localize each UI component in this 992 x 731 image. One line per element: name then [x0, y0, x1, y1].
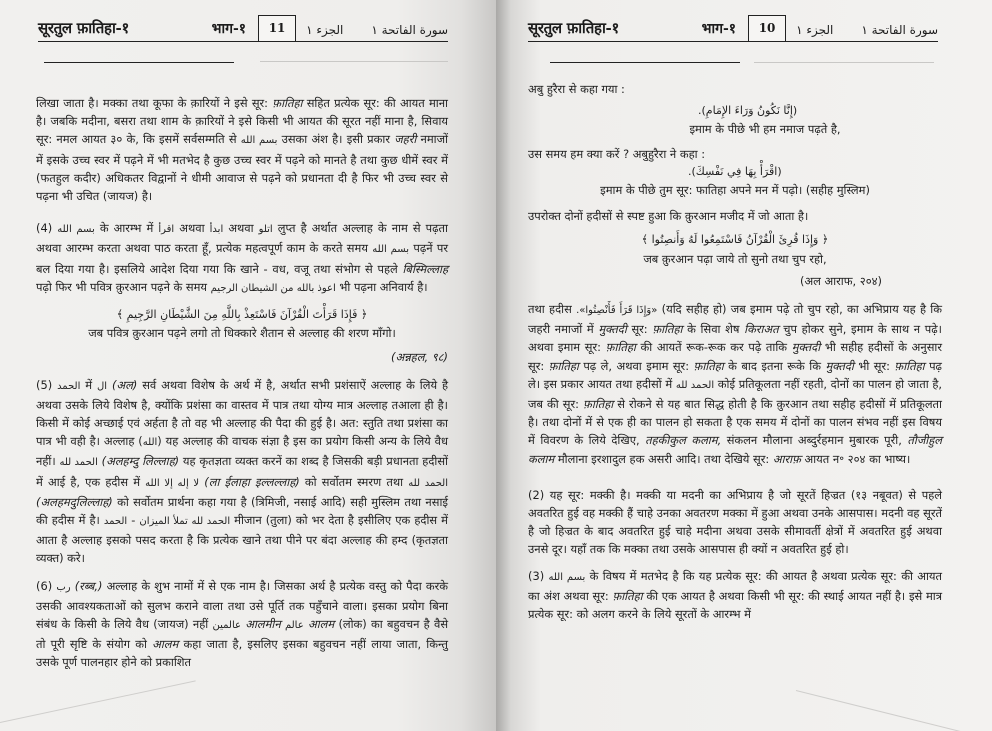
paragraph-4: (4) بسم الله के आरम्भ में اقرأ अथवा ابدأ अथवा اتلو लुप्त है अर्थात अल्लाह के नाम से पढ़ता अथवा आरम्भ करता अथवा पाठ करता हूँ, प्रत्येक महत्वपूर्ण काम के करते समय بسم الله पढ़नें पर बल दिया गया है। इसलिये आदेश दिया गया कि खाने - वध, वजू तथा संभोग से पहले बिस्मिल्लाह पढ़ो फिर भी पवित्र क़ुरआन पढ़ने के समय اعوذ بالله من الشيطان الرجيم भी पढ़ना अनिवार्य है।: [36, 221, 449, 294]
paragraph-continuation: लिखा जाता है। मक्का तथा कूफा के क़ारियों ने इसे सूर: फ़ातिहा सहित प्रत्येक सूर: की आयत माना है। जबकि मदीना, बसरा तथा शाम के क़ारियों ने इसे किसी भी आयत की सूरत नहीं माना है, सिवाय सूर: नमल आयत ३० के, कि इसमें सर्वसम्मति से بسم الله उसका अंश है। इसी प्रकार जहरी नमाजों में इसके उच्च स्वर में पढ़ने में भी मतभेद है कुछ उच्च स्वर में पढ़ने को मानते है तथा कुछ धीमें स्वर में (फतहुल कदीर) अधिकतर विद्वानों ने धीमी आवाज से पढ़ने को प्रधानता दी है फिर भी उच्च स्वर से पढ़ना भी उचित (जायज) है।: [36, 96, 448, 204]
verse-translation: जब क़ुरआन पढ़ा जाये तो सुनो तथा चुप रहो,: [643, 251, 827, 266]
quran-verse-arabic: ﴿ فَإِذَا قَرَأْتَ الْقُرْآنَ فَاسْتَعِذْ بِاللَّهِ مِنَ الشَّيْطَانِ الرَّجِيمِ ﴾: [116, 308, 368, 322]
running-head-right: [528, 16, 938, 42]
page-number: 11: [258, 15, 296, 41]
arabic-surah: سورة الفاتحة ١: [371, 23, 448, 37]
divider-rule: [550, 62, 740, 63]
footnote-number: (3): [528, 568, 545, 583]
footnote-number: (4): [36, 221, 53, 236]
intro-line: अबु हुरैरा से कहा गया :: [528, 82, 625, 96]
paragraph-3: (3) بسم الله के विषय में मतभेद है कि यह प्रत्येक सूर: की आयत है अथवा प्रत्येक सूर: की आयत का अंश अथवा सूर: फ़ातिहा की एक आयत है अथवा किसी भी सूर: की स्थाई आयत नहीं है। इसे मात्र प्रत्येक सूर: को अलग करने के लिये सूरतों के आरम्भ में: [528, 568, 943, 622]
footnote-number: (2): [528, 487, 545, 502]
right-page-body: [528, 80, 942, 623]
right-page: [496, 0, 992, 731]
verse-translation: जब पवित्र क़ुरआन पढ़ने लगो तो धिक्कारे शैतान से अल्लाह की शरण माँगो।: [88, 326, 396, 341]
running-head-title: सूरतुल फ़ातिहा-१: [528, 19, 619, 37]
paragraph-hadith: तथा हदीस «وَإِذَا قَرَأَ فَأَنْصِتُوا». (यदि सहीह हो) जब इमाम पढ़े तो चुप रहो, का अभिप्राय यह है कि जहरी नमाजों में मुक्तदी सूर: फ़ातिहा के सिवा शेष किराअत चुप होकर सुने, इमाम के साथ न पढ़े। अथवा इमाम सूर: फ़ातिहा की आयतें रूक-रूक कर पढ़े ताकि मुक्तदी भी सहीह हदीसों के अनुसार सूर: फ़ातिहा पढ़ ले, अथवा इमाम सूर: फ़ातिहा के बाद इतना रूके कि मुक्तदी भी सूर: फ़ातिहा पढ़ ले। इस प्रकार आयत तथा हदीसों में الحمد لله कोई प्रतिकूलता नहीं रहती, दोनों का पालन हो जाता है, जब की सूर: फ़ातिहा से रोकने से यह बात सिद्ध होती है कि क़ुरआन तथा सहीह हदीसों में प्रतिकूलता है। तथा दोनों में से एक ही का पालन हो सकता है एक समय में दोनों का पालन संभव नहीं इस विषय में विवरण के लिये देखिए, तहकीकुल कलाम, संकलन मौलाना अब्दुर्रहमान मुबारक पूरी, तौजीहुल कलाम मौलाना इरशादुल हक असरी आदि। तथा देखिये सूर: आराफ़ आयत न॰ २०४ का भाष्य।: [528, 302, 942, 466]
page-curl-shadow: [796, 690, 990, 731]
paragraph-5: (5) الحمد में ال (अल) सर्व अथवा विशेष के अर्थ में है, अर्थात सभी प्रशंसाऐं अल्लाह के लिये है अथवा उसके लिये विशेष है, क्योंकि प्रशंसा का वास्तव में पात्र तथा योग्य मात्र अल्लाह तआला ही है। किसी में कोई अच्छाई एवं अर्हता है तो वह भी अल्लाह की पैदा की हुई है। अत: स्तुति तथा प्रशंसा का पात्र भी वही है। अल्लाह (الله) यह अल्लाह की वाचक संज्ञा है इस का प्रयोग किसी अन्य के लिये वैध नहीं। الحمد لله (अलहम्दु लिल्लाह) यह कृतज्ञता व्यक्त करनें का शब्द है जिसकी बड़ी प्रधानता हदीसों में आई है, एक हदीस में لا إله إلا الله (ला ईलाहा इल्लल्लाह) को सर्वोतम स्मरण तथा الحمد لله (अलहमदुलिल्लाह) को सर्वोतम प्रार्थना कहा गया है (त्रिमिजी, नसाई आदि) सही मुस्लिम तथा नसाई की हदीस में है। الحمد لله تملأ الميزان - الحمد मीजान (तुला) को भर देता है इसीलिए एक हदीस में आता है अल्लाह इसको पसद करता है कि प्रत्येक खाने तथा पीने पर बंदा अल्लाह की हम्द (कृतज्ञता व्यक्त) करे।: [36, 377, 449, 566]
divider-rule: [44, 62, 234, 63]
divider-rule-faint: [260, 61, 448, 62]
running-head-title: सूरतुल फ़ातिहा-१: [38, 19, 129, 37]
page-number: 10: [748, 15, 786, 41]
hadith-arabic-2: (اقْرَأْ بِهَا فِي نَفْسِكَ).: [688, 164, 782, 178]
footnote-number: (5): [36, 377, 53, 392]
question-line: उस समय हम क्या करें ? अबुहुरैरा ने कहा :: [528, 146, 706, 161]
running-head-part: भाग-१: [211, 21, 247, 37]
divider-rule-faint: [754, 62, 934, 63]
hadith-translation-2: इमाम के पीछे तुम सूर: फातिहा अपने मन में पढ़ो। (सहीह मुस्लिम): [600, 183, 870, 198]
hadith-arabic-1: (إِنَّا نَكُونُ وَرَاءَ الإِمَامِ).: [698, 104, 798, 118]
verse-reference: (अन्नहल, ९८): [391, 350, 448, 365]
running-head-part: भाग-१: [701, 21, 737, 37]
arabic-juz: الجزء ١: [796, 23, 834, 37]
arabic-surah: سورة الفاتحة ١: [861, 23, 938, 37]
running-head-left: [38, 16, 448, 42]
quran-verse-arabic: ﴿ وَإِذَا قُرِئَ الْقُرْآنُ فَاسْتَمِعُوا لَهُ وَأَنصِتُوا ﴾: [641, 233, 829, 247]
arabic-juz: الجزء ١: [306, 23, 344, 37]
paragraph-2: (2) यह सूर: मक्की है। मक्की या मदनी का अभिप्राय है जो सूरतें हिज्रत (१३ नबूवत) से पहले अवतरित हुई वह मक्की हैं चाहे उनका अवतरण मक्का में हुआ अथवा उनके आसपास। मदनी वह सूरतें है जो हिज्रत के बाद अवतरित हुई चाहे मदीना अथवा उसके सीमावर्ती क्षेत्रों में अवतरित हुई अथवा उनसे दूर। यहाँ तक कि मक्का तथा उसके आसपास ही क्यों न अवतरित हुई हो।: [528, 487, 942, 557]
hadith-translation-1: इमाम के पीछे भी हम नमाज पढ़ते है,: [689, 122, 841, 137]
conclusion-line: उपरोक्त दोनों हदीसों से स्पष्ट हुआ कि क़ुरआन मजीद में जो आता है।: [528, 209, 809, 224]
verse-reference: (अल आराफ, २०४): [800, 273, 882, 288]
page-curl-shadow: [0, 680, 196, 723]
left-page-body: [36, 94, 448, 672]
paragraph-6: (6) رب (रब्ब,) अल्लाह के शुभ नामों में से एक नाम है। जिसका अर्थ है प्रत्येक वस्तु को पैदा करके उसकी आवश्यकताओं को सुलभ कराने वाला तथा उसे पूर्ति तक पहुँचाने वाला। इसका प्रयोग बिना संबंध के किसी के लिये वैध (जायज) नहीं عالمين आलमीन عالم आलम (लोक) का बहुवचन है वैसे तो पूरी सृष्टि के संयोग को आलम कहा जाता है, इसलिए इसका बहुवचन नहीं लाया जाता, किन्तु उसके पूर्ण पालनहार होने को प्रकाशित: [36, 578, 449, 670]
footnote-number: (6): [36, 578, 53, 593]
